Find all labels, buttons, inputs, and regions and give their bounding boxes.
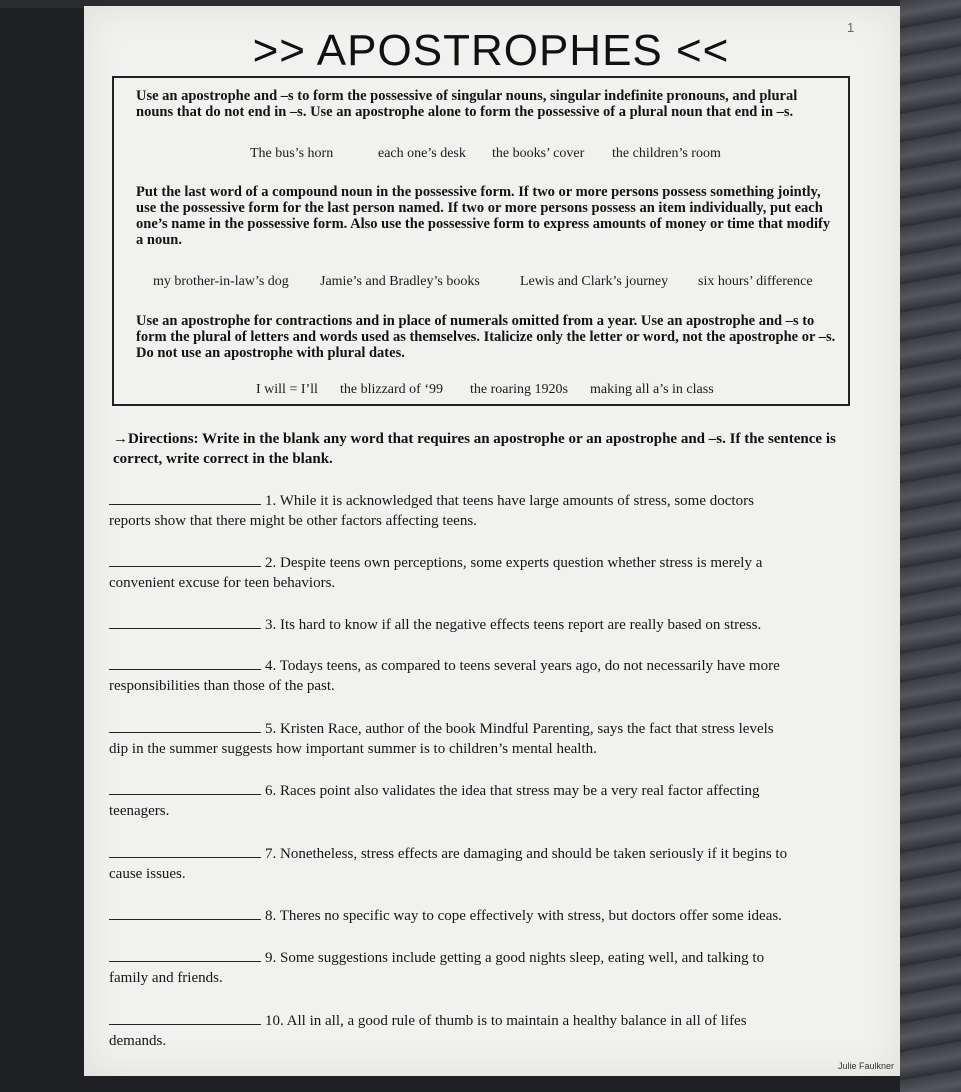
question-6-continuation: teenagers. <box>109 803 170 819</box>
rule-3-example-1: I will = I’ll <box>256 382 318 397</box>
question-7-text: 7. Nonetheless, stress effects are damaging and should be taken seriously if it begins to <box>265 846 788 862</box>
question-2-text: 2. Despite teens own perceptions, some experts question whether stress is merely a <box>265 555 763 571</box>
question-1-continuation: reports show that there might be other factors affecting teens. <box>109 513 477 529</box>
rule-1-example-2: each one’s desk <box>378 146 466 161</box>
question-6 <box>109 780 849 821</box>
question-1-text: 1. While it is acknowledged that teens have large amounts of stress, some doctors <box>265 493 754 509</box>
answer-blank-7[interactable] <box>109 843 261 858</box>
question-8-text: 8. Theres no specific way to cope effectively with stress, but doctors offer some ideas. <box>265 908 782 924</box>
answer-blank-8[interactable] <box>109 905 261 920</box>
answer-blank-9[interactable] <box>109 947 261 962</box>
rule-3-example-4: making all a’s in class <box>590 382 714 397</box>
question-8 <box>109 905 849 926</box>
question-5-continuation: dip in the summer suggests how important summer is to children’s mental health. <box>109 741 597 757</box>
question-9 <box>109 947 849 988</box>
rule-2-example-1: my brother-in-law’s dog <box>153 274 289 289</box>
question-2-continuation: convenient excuse for teen behaviors. <box>109 575 336 591</box>
answer-blank-4[interactable] <box>109 655 261 670</box>
page-number: 1 <box>847 20 855 35</box>
directions-text: →Directions: Write in the blank any word that requires an apostrophe or an apostrophe and –s. If the sentence is correct, write correct in the blank. <box>113 431 836 467</box>
question-10-text: 10. All in all, a good rule of thumb is to maintain a healthy balance in all of lifes <box>265 1013 747 1029</box>
question-4-continuation: responsibilities than those of the past. <box>109 678 335 694</box>
rule-1-example-3: the books’ cover <box>492 146 585 161</box>
question-6-text: 6. Races point also validates the idea that stress may be a very real factor affecting <box>265 783 760 799</box>
question-3-text: 3. Its hard to know if all the negative effects teens report are really based on stress. <box>265 617 762 633</box>
rule-2-example-4: six hours’ difference <box>698 274 813 289</box>
question-5 <box>109 718 849 759</box>
answer-blank-6[interactable] <box>109 780 261 795</box>
rule-2-example-3: Lewis and Clark’s journey <box>520 274 669 289</box>
question-9-continuation: family and friends. <box>109 970 223 986</box>
rule-3-text: Use an apostrophe for contractions and in place of numerals omitted from a year. Use an apostrophe and –s to form the plural of letters and words used as themselves. Italicize only the letter or word, not the apostrophe or –s. Do not use an apostrophe with plural dates. <box>136 313 836 361</box>
answer-blank-3[interactable] <box>109 614 261 629</box>
page-title: >> APOSTROPHES << <box>252 26 730 75</box>
rule-1-text: Use an apostrophe and –s to form the possessive of singular nouns, singular indefinite pronouns, and plural nouns that do not end in –s. Use an apostrophe alone to form the possessive of a plural noun that end in –s. <box>136 88 798 120</box>
rule-3-example-2: the blizzard of ‘99 <box>340 382 444 397</box>
rule-2-text: Put the last word of a compound noun in the possessive form. If two or more persons possess something jointly, use the possessive form for the last person named. If two or more persons possess an item individually, put each one’s name in the possessive form. Also use the possessive form to express amounts of money or time that modify a noun. <box>136 184 831 248</box>
question-7 <box>109 843 849 884</box>
question-2 <box>109 552 849 593</box>
answer-blank-2[interactable] <box>109 552 261 567</box>
question-4-text: 4. Todays teens, as compared to teens several years ago, do not necessarily have more <box>265 658 780 674</box>
question-4 <box>109 655 849 696</box>
answer-blank-5[interactable] <box>109 718 261 733</box>
rule-2-example-2: Jamie’s and Bradley’s books <box>320 274 480 289</box>
background-right <box>900 0 961 1092</box>
rule-1-example-4: the children’s room <box>612 146 721 161</box>
question-5-text: 5. Kristen Race, author of the book Mindful Parenting, says the fact that stress levels <box>265 721 774 737</box>
answer-blank-1[interactable] <box>109 490 261 505</box>
rule-3-example-3: the roaring 1920s <box>470 382 568 397</box>
answer-blank-10[interactable] <box>109 1010 261 1025</box>
question-10-continuation: demands. <box>109 1033 167 1049</box>
question-1 <box>109 490 849 531</box>
question-10 <box>109 1010 849 1051</box>
question-9-text: 9. Some suggestions include getting a good nights sleep, eating well, and talking to <box>265 950 765 966</box>
author-credit: Julie Faulkner <box>838 1061 895 1071</box>
rule-1-example-1: The bus’s horn <box>250 146 334 161</box>
question-7-continuation: cause issues. <box>109 866 186 882</box>
question-3 <box>109 614 849 635</box>
